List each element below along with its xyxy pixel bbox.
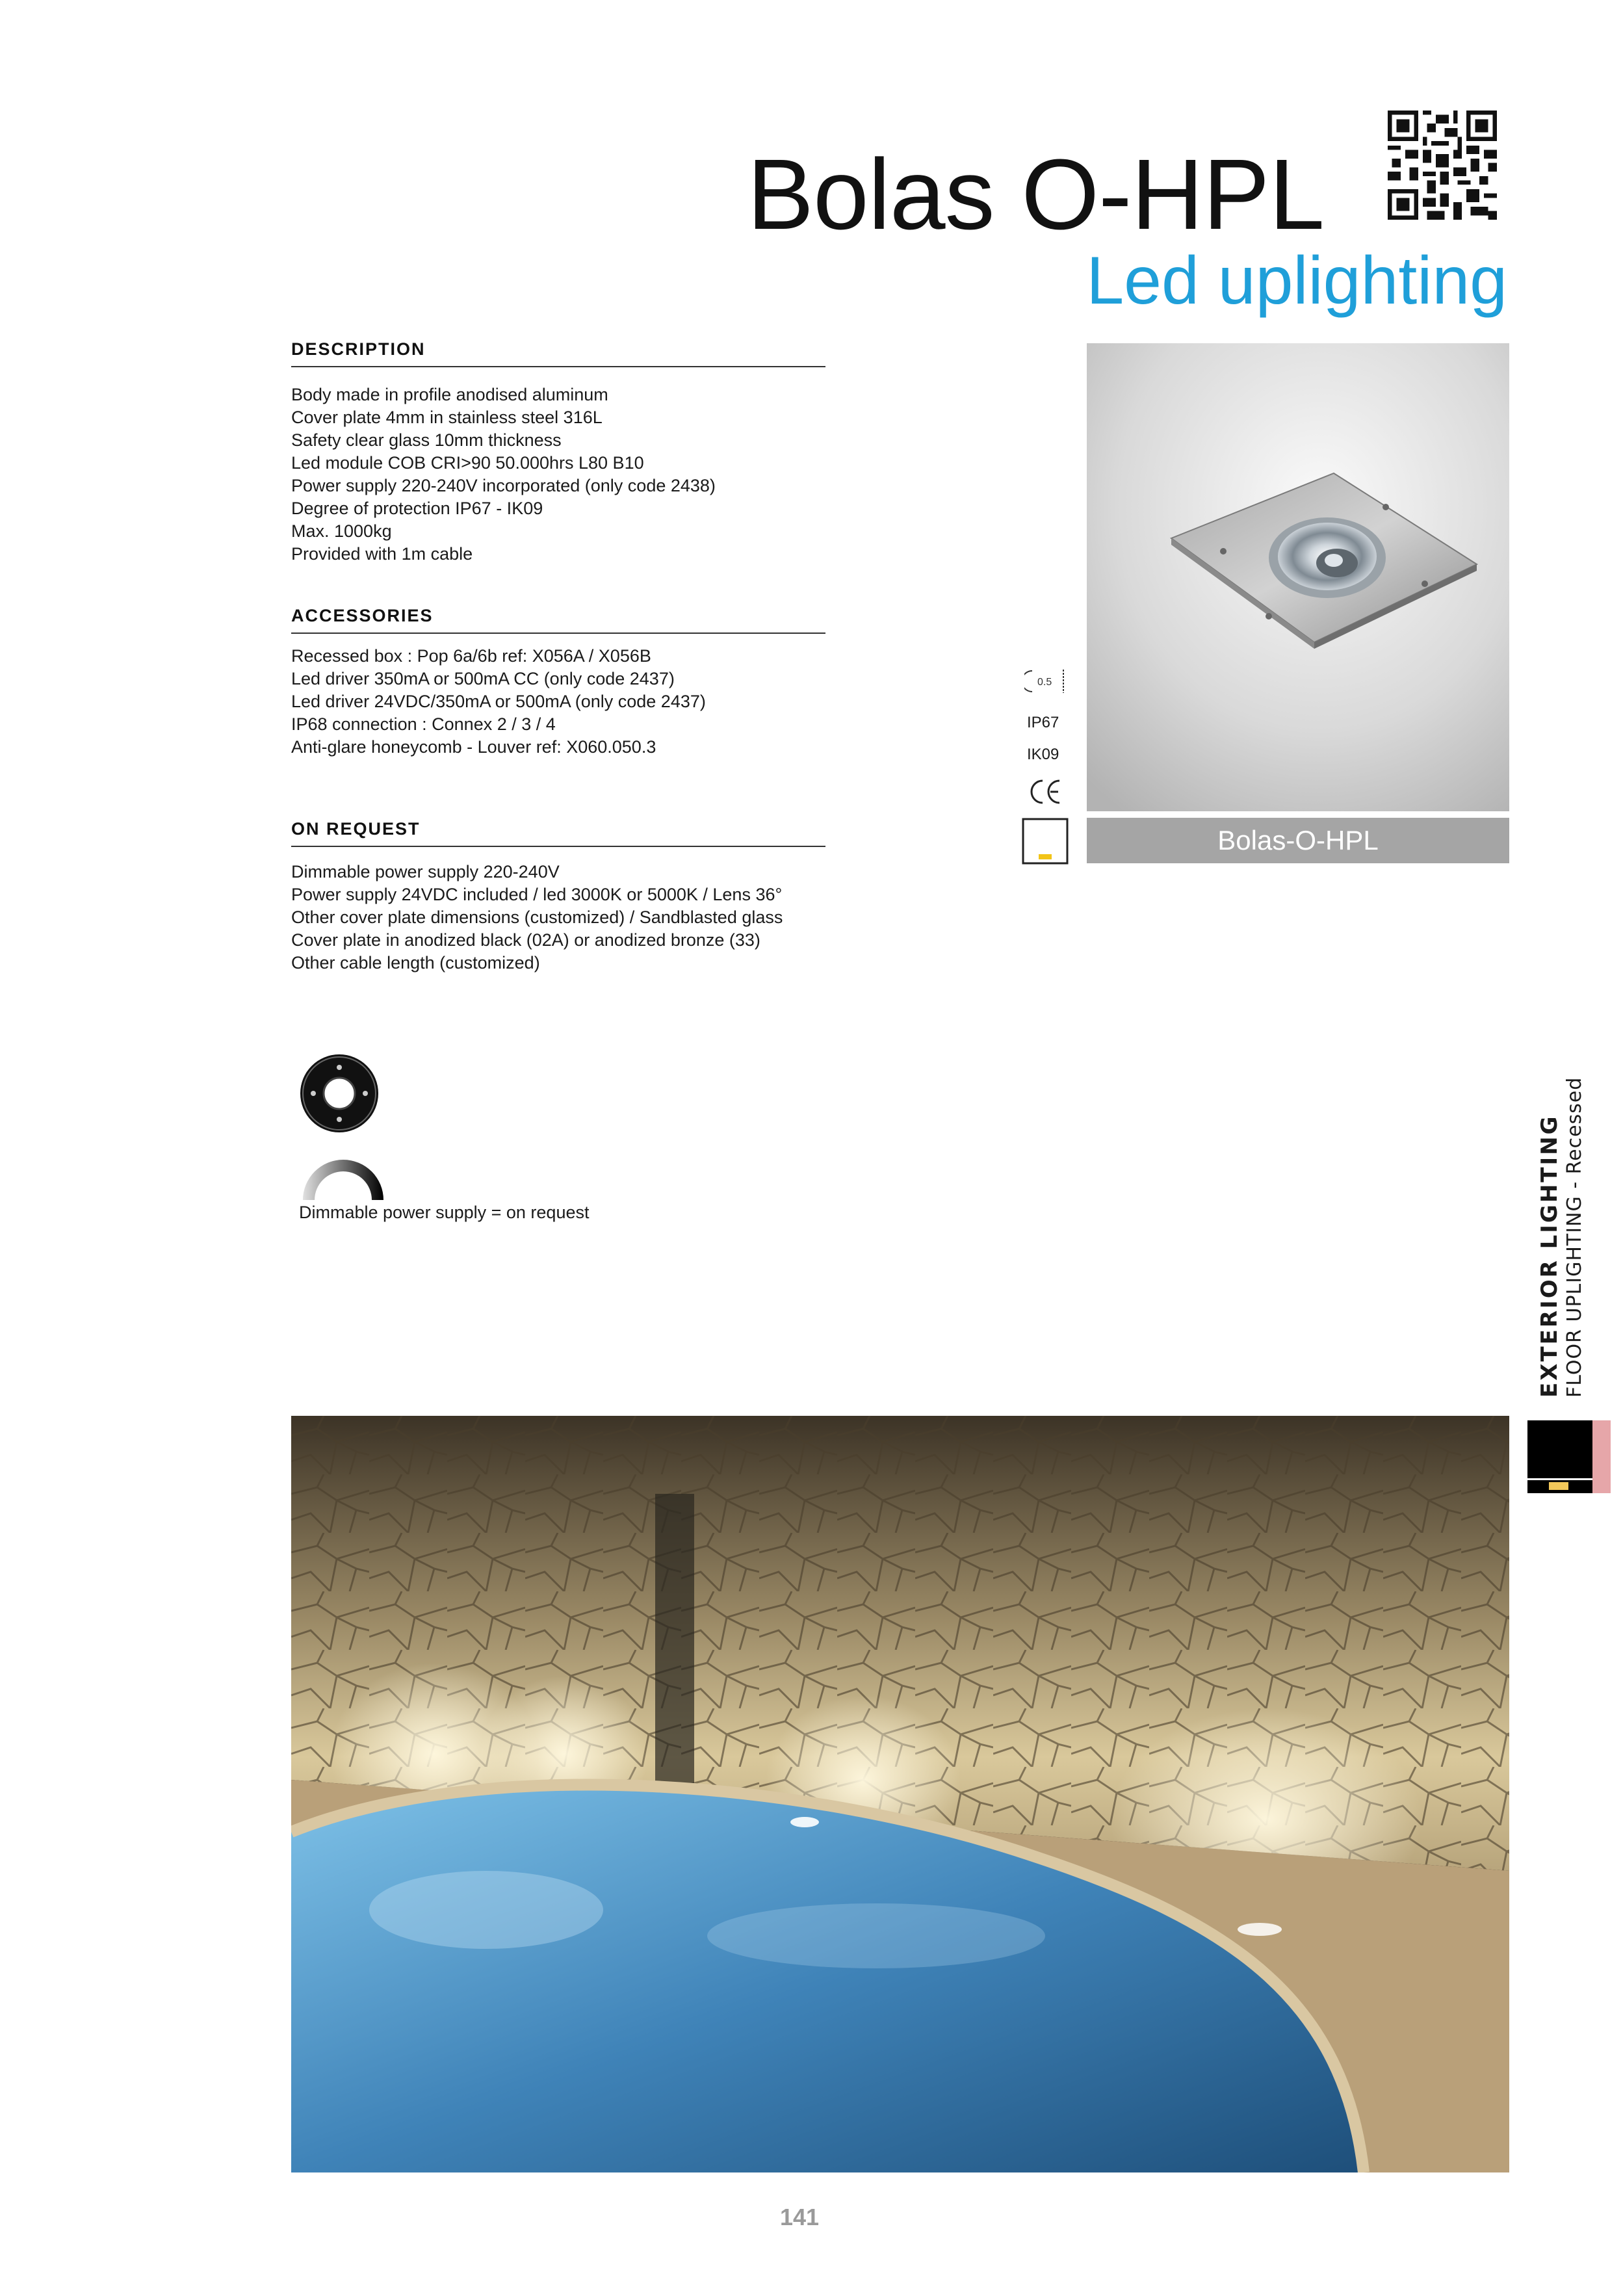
- ce-mark-icon: [1027, 777, 1063, 807]
- on-request-line: Power supply 24VDC included / led 3000K or 5000K / Lens 36°: [291, 885, 783, 904]
- on-request-line: Other cable length (customized): [291, 953, 540, 972]
- accessories-list: [291, 645, 863, 759]
- impact-resistance-icon: [1024, 666, 1069, 697]
- accessories-heading: ACCESSORIES: [291, 606, 825, 634]
- on-request-line: Cover plate in anodized black (02A) or anodized bronze (33): [291, 930, 760, 950]
- product-title: Bolas O-HPL: [747, 138, 1324, 250]
- product-caption: Bolas-O-HPL: [1087, 818, 1509, 863]
- page-number: 141: [780, 2204, 820, 2230]
- on-request-list: [291, 861, 863, 974]
- description-line: Degree of protection IP67 - IK09: [291, 499, 543, 518]
- accessory-line: Led driver 24VDC/350mA or 500mA (only code 2437): [291, 692, 706, 711]
- on-request-line: Dimmable power supply 220-240V: [291, 862, 560, 881]
- section-tab-marker: [1592, 1420, 1611, 1493]
- accessory-line: Led driver 350mA or 500mA CC (only code 2437): [291, 669, 675, 688]
- description-line: Cover plate 4mm in stainless steel 316L: [291, 408, 603, 427]
- description-heading: DESCRIPTION: [291, 339, 825, 367]
- accessory-line: IP68 connection : Connex 2 / 3 / 4: [291, 714, 556, 734]
- ik-rating-label: IK09: [1027, 746, 1059, 763]
- on-request-line: Other cover plate dimensions (customized) / Sandblasted glass: [291, 907, 783, 927]
- description-line: Power supply 220-240V incorporated (only code 2438): [291, 476, 716, 495]
- impact-value: 0.5: [1037, 677, 1052, 688]
- description-list: [291, 384, 863, 566]
- product-subtitle: Led uplighting: [1086, 243, 1507, 319]
- qr-code-icon: [1388, 111, 1497, 220]
- dimmable-note: Dimmable power supply = on request: [299, 1203, 590, 1222]
- side-subcategory: FLOOR UPLIGHTING - Recessed: [1563, 1076, 1586, 1398]
- section-tab-light-icon: [1549, 1482, 1568, 1490]
- description-line: Provided with 1m cable: [291, 544, 473, 564]
- description-line: Max. 1000kg: [291, 521, 392, 541]
- recessed-light-icon: [1022, 818, 1069, 865]
- ip-rating-label: IP67: [1027, 714, 1059, 731]
- application-photo: [291, 1416, 1509, 2172]
- dimmable-icon: [299, 1149, 387, 1201]
- side-category-tab: [1537, 1060, 1602, 1398]
- description-line: Led module COB CRI>90 50.000hrs L80 B10: [291, 453, 644, 473]
- side-category: EXTERIOR LIGHTING: [1537, 1114, 1563, 1398]
- section-tab-line: [1527, 1478, 1592, 1480]
- description-line: Safety clear glass 10mm thickness: [291, 430, 562, 450]
- accessory-line: Recessed box : Pop 6a/6b ref: X056A / X056B: [291, 646, 651, 666]
- description-line: Body made in profile anodised aluminum: [291, 385, 608, 404]
- product-photo: [1087, 343, 1509, 811]
- on-request-heading: ON REQUEST: [291, 819, 825, 847]
- accessory-line: Anti-glare honeycomb - Louver ref: X060.050.3: [291, 737, 656, 757]
- round-cover-plate-icon: [299, 1053, 380, 1134]
